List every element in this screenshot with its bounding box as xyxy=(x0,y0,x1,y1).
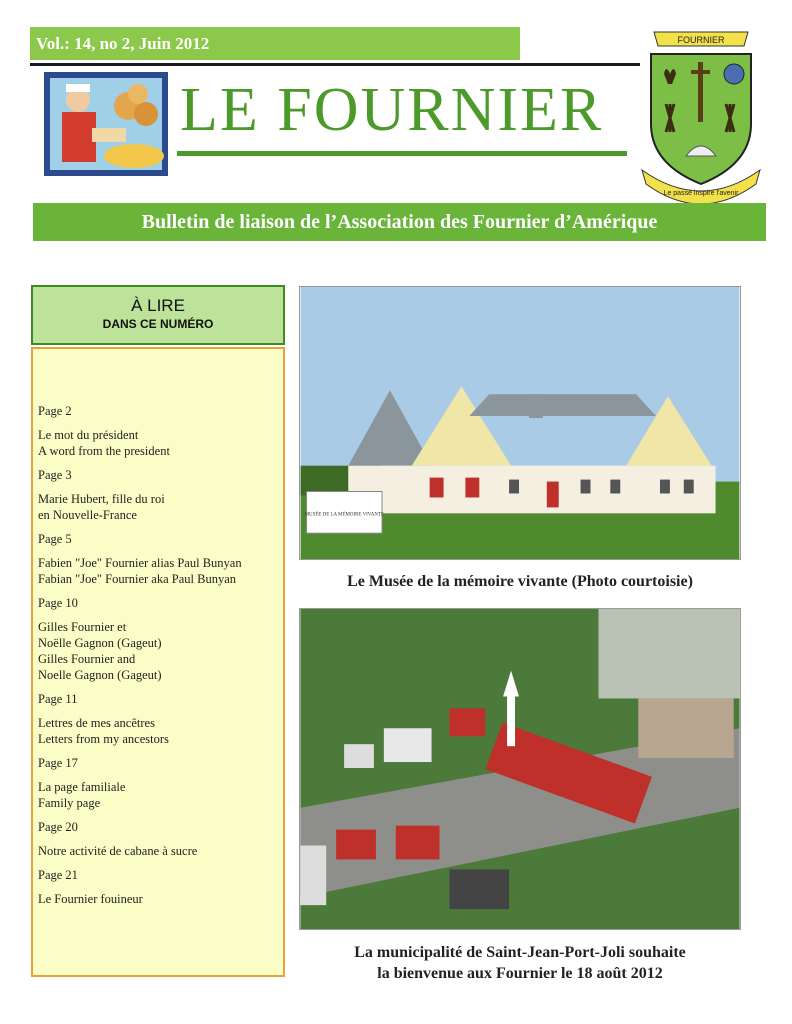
museum-caption: Le Musée de la mémoire vivante (Photo courtoisie) xyxy=(347,573,693,590)
volume-text: Vol.: 14, no 2, Juin 2012 xyxy=(36,34,210,53)
toc-heading: À LIRE xyxy=(131,296,185,315)
toc-article-title: A word from the president xyxy=(38,444,170,458)
toc-entry xyxy=(38,867,277,907)
subtitle-bar xyxy=(33,203,766,241)
toc-article-title: Le mot du président xyxy=(38,428,139,442)
subtitle-text: Bulletin de liaison de l’Association des Fournier d’Amérique xyxy=(141,211,658,233)
masthead-rule xyxy=(177,151,627,156)
toc-article-title: Fabien "Joe" Fournier alias Paul Bunyan xyxy=(38,556,242,570)
toc-page-number: Page 5 xyxy=(38,532,72,546)
toc-entry xyxy=(38,595,277,683)
toc-article-title: Marie Hubert, fille du roi xyxy=(38,492,165,506)
toc-page-number: Page 10 xyxy=(38,596,78,610)
aerial-caption xyxy=(299,942,741,984)
top-rule xyxy=(30,63,640,66)
volume-bar xyxy=(30,27,520,60)
toc-article-title: en Nouvelle-France xyxy=(38,508,137,522)
toc-page-number: Page 11 xyxy=(38,692,78,706)
toc-article-title: Lettres de mes ancêtres xyxy=(38,716,155,730)
crest-banner-text: FOURNIER xyxy=(677,35,725,45)
masthead-title: LE FOURNIER xyxy=(180,76,604,144)
toc-article-title: Le Fournier fouineur xyxy=(38,892,143,906)
museum-photo xyxy=(299,286,741,560)
toc-article-title: Fabian "Joe" Fournier aka Paul Bunyan xyxy=(38,572,237,586)
toc-entry xyxy=(38,531,277,587)
toc-subheading: DANS CE NUMÉRO xyxy=(102,317,214,331)
toc-list xyxy=(31,347,285,977)
toc-entry xyxy=(38,691,277,747)
toc-page-number: Page 20 xyxy=(38,820,78,834)
toc-article-title: La page familiale xyxy=(38,780,126,794)
toc-article-title: Gilles Fournier and xyxy=(38,652,136,666)
toc-page-number: Page 2 xyxy=(38,404,72,418)
toc-article-title: Letters from my ancestors xyxy=(38,732,169,746)
museum-sign-text: MUSÉE DE LA MÉMOIRE VIVANTE xyxy=(304,512,384,518)
toc-entry xyxy=(38,403,277,459)
toc-page-number: Page 21 xyxy=(38,868,78,882)
toc-heading-box xyxy=(31,285,285,345)
toc-article-title: Noëlle Gagnon (Gageut) xyxy=(38,636,162,650)
toc-page-number: Page 3 xyxy=(38,468,72,482)
toc-page-number: Page 17 xyxy=(38,756,78,770)
aerial-photo xyxy=(299,608,741,930)
toc-article-title: Noelle Gagnon (Gageut) xyxy=(38,668,162,682)
toc-entry xyxy=(38,755,277,811)
toc-article-title: Family page xyxy=(38,796,101,810)
baker-illustration xyxy=(42,70,170,178)
toc-entry xyxy=(38,819,277,859)
aerial-caption-line-1: La municipalité de Saint-Jean-Port-Joli souhaite xyxy=(354,944,686,961)
toc-article-title: Gilles Fournier et xyxy=(38,620,127,634)
toc-entry xyxy=(38,467,277,523)
crest-motto: Le passé inspire l'avenir xyxy=(663,190,739,197)
family-crest xyxy=(636,24,766,204)
aerial-caption-line-2: la bienvenue aux Fournier le 18 août 2012 xyxy=(377,965,663,982)
toc-article-title: Notre activité de cabane à sucre xyxy=(38,844,198,858)
